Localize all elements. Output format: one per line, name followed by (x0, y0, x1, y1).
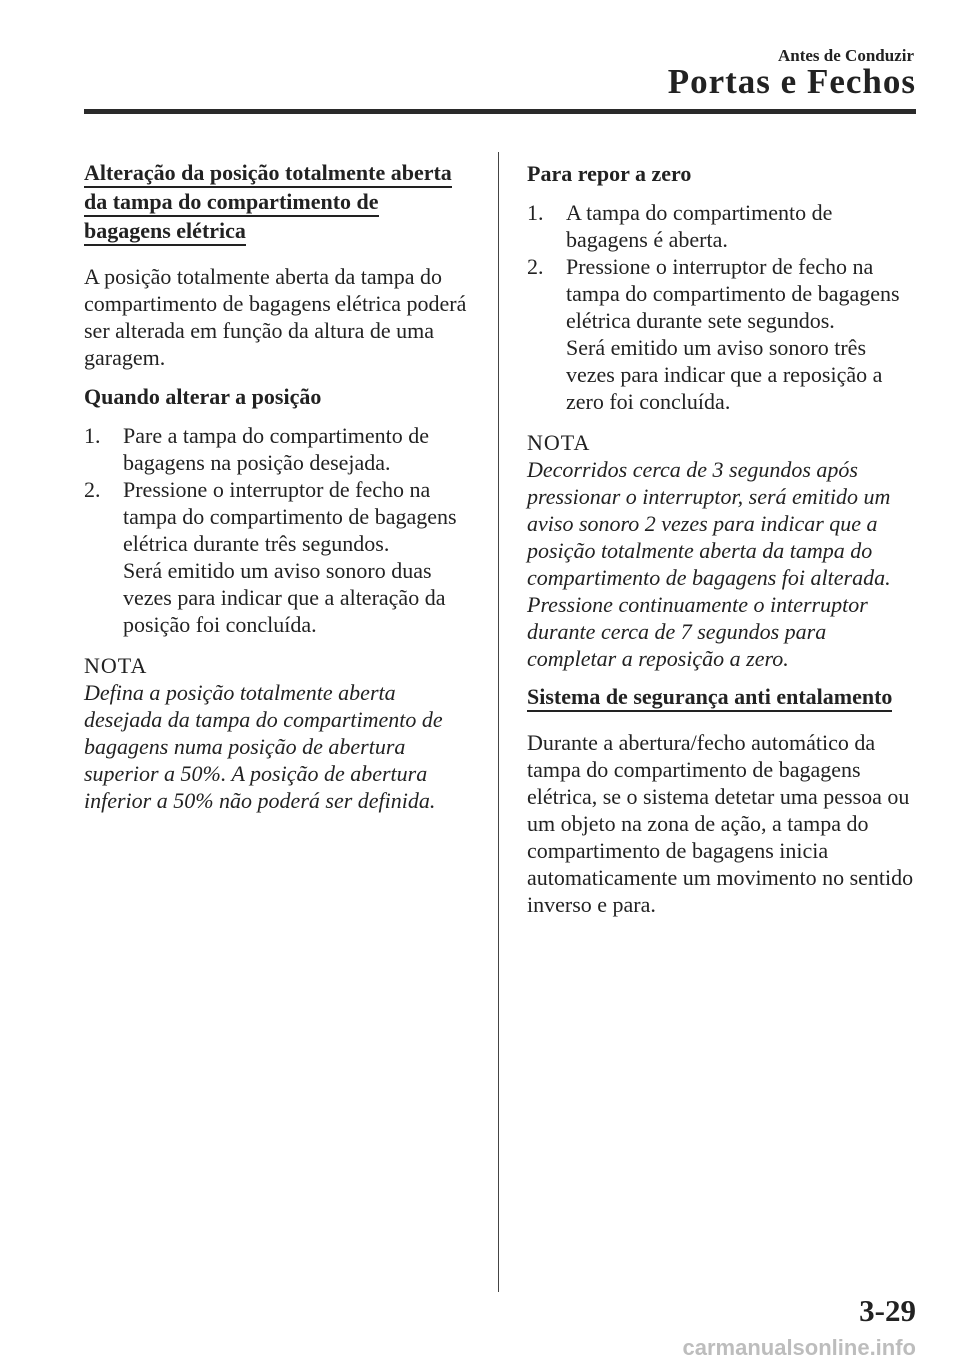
watermark: carmanualsonline.info (682, 1335, 916, 1360)
page-number: 3-29 (859, 1293, 916, 1328)
note-text: Decorridos cerca de 3 segundos após pressionar o interruptor, será emitido um aviso sonoro 2 vezes para indicar que a posição totalmente aberta da tampa do compartimento de bagagens foi alterada. Pressione continuamente o interruptor durante cerca de 7 segundos para completar a reposição a zero. (527, 457, 891, 671)
right-column (527, 160, 917, 930)
list-item (84, 476, 476, 638)
heading-line: da tampa do compartimento de (84, 189, 379, 217)
subheading-reset: Para repor a zero (527, 161, 692, 186)
list-item (84, 422, 476, 476)
step-text: A tampa do compartimento de bagagens é aberta. (566, 200, 833, 252)
note-label: NOTA (84, 653, 148, 678)
step-continuation: Será emitido um aviso sonoro duas vezes para indicar que a alteração da posição foi concluída. (123, 558, 446, 637)
step-continuation: Será emitido um aviso sonoro três vezes para indicar que a reposição a zero foi concluída. (566, 335, 883, 414)
left-column (84, 160, 476, 826)
step-number: 1. (84, 423, 101, 448)
steps-list (84, 422, 476, 638)
intro-paragraph: A posição totalmente aberta da tampa do compartimento de bagagens elétrica poderá ser alterada em função da altura de uma garagem. (84, 264, 467, 370)
section-title: Portas e Fechos (667, 62, 916, 101)
step-number: 2. (527, 254, 544, 279)
step-text: Pare a tampa do compartimento de bagagens na posição desejada. (123, 423, 430, 475)
steps-list (527, 199, 917, 415)
section-heading-fully-open-position (84, 160, 476, 247)
section-heading-anti-pinch (527, 684, 917, 713)
step-number: 1. (527, 200, 544, 225)
header-rule (84, 109, 916, 114)
step-number: 2. (84, 477, 101, 502)
step-text: Pressione o interruptor de fecho na tampa do compartimento de bagagens elétrica durante sete segundos. (566, 254, 900, 333)
heading-line: Alteração da posição totalmente aberta (84, 160, 452, 188)
subheading-change-position: Quando alterar a posição (84, 384, 322, 409)
anti-pinch-paragraph: Durante a abertura/fecho automático da tampa do compartimento de bagagens elétrica, se o sistema detetar uma pessoa ou um objeto na zona de ação, a tampa do compartimento de bagagens inicia automaticamente um movimento no sentido inverso e para. (527, 730, 914, 917)
heading-line: bagagens elétrica (84, 218, 246, 246)
chapter-title: Antes de Conduzir (777, 46, 914, 65)
list-item (527, 253, 917, 415)
note-label: NOTA (527, 430, 591, 455)
note-text: Defina a posição totalmente aberta desejada da tampa do compartimento de bagagens numa posição de abertura superior a 50%. A posição de abertura inferior a 50% não poderá ser definida. (84, 680, 443, 813)
heading-line: Sistema de segurança anti entalamento (527, 684, 892, 712)
column-divider (498, 152, 499, 1292)
list-item (527, 199, 917, 253)
step-text: Pressione o interruptor de fecho na tampa do compartimento de bagagens elétrica durante três segundos. (123, 477, 457, 556)
